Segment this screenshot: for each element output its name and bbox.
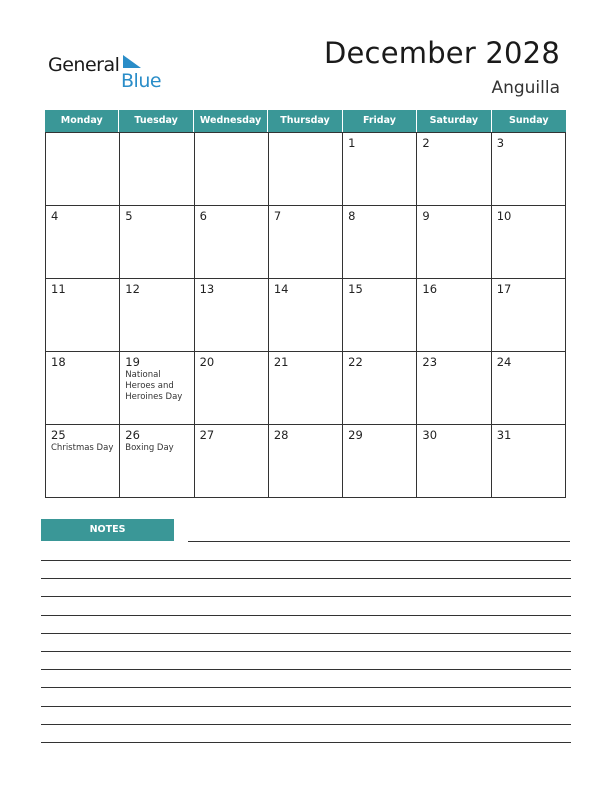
note-line (41, 706, 571, 707)
day-number: 28 (273, 428, 289, 442)
note-line (41, 560, 571, 561)
day-cell (269, 133, 343, 206)
day-cell (120, 279, 194, 352)
day-cell (417, 425, 491, 498)
note-line (188, 541, 570, 542)
weekday-saturday: Saturday (417, 110, 491, 132)
note-line (41, 615, 571, 616)
day-cell (492, 206, 566, 279)
holiday-label: National Heroes and Heroines Day (125, 370, 183, 402)
logo-triangle-icon (120, 54, 142, 70)
day-cell (269, 279, 343, 352)
generalblue-logo (48, 52, 162, 92)
day-cell (46, 206, 120, 279)
calendar-title: December 2028 (323, 36, 560, 70)
day-cell (492, 352, 566, 425)
weekday-friday: Friday (343, 110, 417, 132)
day-cell (195, 352, 269, 425)
day-cell (343, 352, 417, 425)
country-name: Anguilla (491, 78, 560, 98)
day-number: 19 (125, 355, 140, 369)
note-line (41, 742, 571, 743)
day-number: 1 (348, 136, 356, 150)
day-cell (46, 279, 120, 352)
day-cell (46, 425, 120, 498)
note-line (41, 669, 571, 670)
day-cell (269, 206, 343, 279)
day-cell (120, 206, 194, 279)
day-cell (46, 352, 120, 425)
day-number: 12 (125, 282, 140, 296)
day-cell (195, 425, 269, 498)
day-cell (120, 352, 194, 425)
holiday-label: Boxing Day (125, 443, 174, 453)
day-number: 9 (422, 209, 430, 223)
day-number: 10 (496, 209, 512, 223)
day-number: 23 (422, 355, 438, 369)
note-line (41, 687, 571, 688)
day-cell (343, 206, 417, 279)
day-number: 15 (348, 282, 363, 296)
day-number: 2 (422, 136, 430, 150)
day-cell (343, 425, 417, 498)
note-line (41, 578, 571, 579)
weekday-sunday: Sunday (509, 115, 549, 126)
day-number: 14 (273, 282, 289, 296)
day-number: 17 (496, 282, 512, 296)
day-number: 13 (199, 282, 215, 296)
weekday-wednesday: Wednesday (194, 110, 268, 132)
day-number: 4 (51, 209, 59, 223)
note-line (41, 724, 571, 725)
logo-text-general: General (48, 54, 120, 76)
day-number: 31 (496, 428, 512, 442)
notes-label: NOTES (41, 519, 174, 541)
day-cell (46, 133, 120, 206)
weekday-tuesday: Tuesday (119, 110, 193, 132)
day-cell (195, 133, 269, 206)
calendar-body (45, 132, 566, 498)
day-number: 21 (273, 355, 289, 369)
day-cell (343, 133, 417, 206)
day-number: 11 (51, 282, 66, 296)
note-line (41, 596, 571, 597)
day-cell (343, 279, 417, 352)
day-number: 7 (273, 209, 282, 223)
day-number: 24 (496, 355, 512, 369)
day-number: 27 (199, 428, 215, 442)
day-cell (269, 425, 343, 498)
day-cell (492, 425, 566, 498)
day-number: 18 (51, 355, 66, 369)
calendar-grid (45, 110, 566, 499)
day-cell (195, 206, 269, 279)
day-cell (120, 425, 194, 498)
day-number: 6 (199, 209, 207, 223)
day-number: 5 (125, 209, 133, 223)
day-number: 29 (348, 428, 363, 442)
day-number: 20 (199, 355, 215, 369)
day-number: 8 (348, 209, 356, 223)
note-line (41, 633, 571, 634)
day-cell (269, 352, 343, 425)
day-number: 22 (348, 355, 363, 369)
holiday-label: Christmas Day (51, 443, 114, 453)
day-number: 26 (125, 428, 140, 442)
note-line (41, 651, 571, 652)
logo-text-blue: Blue (121, 70, 162, 92)
day-cell (492, 279, 566, 352)
day-number: 25 (51, 428, 66, 442)
day-cell (417, 133, 491, 206)
weekday-monday: Monday (45, 110, 119, 132)
day-cell (417, 279, 491, 352)
day-cell (417, 352, 491, 425)
day-number: 3 (496, 136, 505, 150)
day-number: 30 (422, 428, 438, 442)
day-cell (195, 279, 269, 352)
weekday-header (45, 110, 566, 132)
day-cell (492, 133, 566, 206)
weekday-thursday: Thursday (268, 110, 342, 132)
day-cell (417, 206, 491, 279)
day-cell (120, 133, 194, 206)
day-number: 16 (422, 282, 438, 296)
